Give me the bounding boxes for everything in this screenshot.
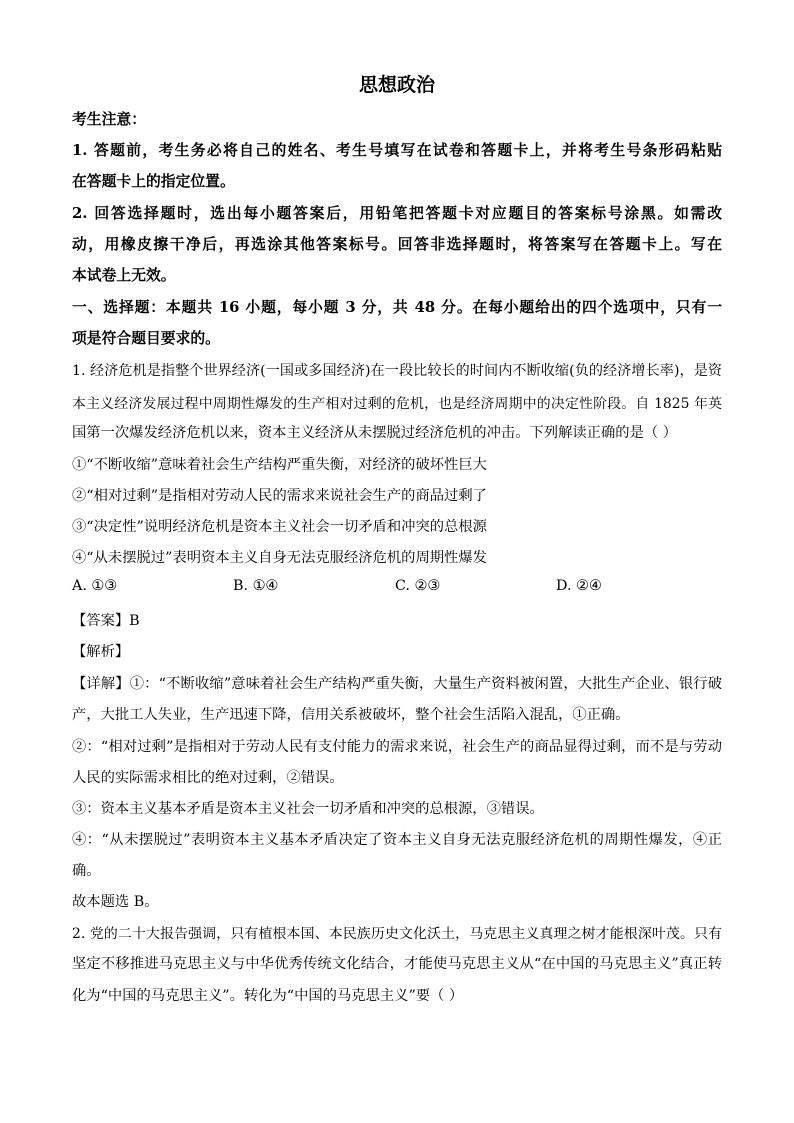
q1-detail-line-4: 人民的实际需求相比的绝对过剩，②错误。: [72, 770, 344, 786]
q1-detail-line-7: 确。: [72, 863, 101, 879]
notice-item-2-line-3: 本试卷上无效。: [72, 267, 176, 284]
q1-detail-line-6: ④：“从未摆脱过”表明资本主义基本矛盾决定了资本主义自身无法克服经济危机的周期性爆发，④正: [72, 832, 722, 848]
q2-stem-line-2: 坚定不移推进马克思主义与中华优秀传统文化结合，才能使马克思主义从“在中国的马克思主义”真正转: [72, 956, 722, 972]
q2-stem-line-3: 化为“中国的马克思主义”。转化为“中国的马克思主义”要（ ）: [72, 988, 464, 1004]
q1-statement-3: ③“决定性”说明经济危机是资本主义社会一切矛盾和冲突的总根源: [72, 519, 487, 535]
section-heading-line-1: 一、选择题：本题共 16 小题，每小题 3 分，共 48 分。在每小题给出的四个选项中，只有一: [72, 299, 722, 316]
page-title: 思想政治: [358, 74, 435, 96]
q2-stem-line-1: 2. 党的二十大报告强调，只有植根本国、本民族历史文化沃土，马克思主义真理之树才能根深叶茂。只有: [72, 926, 722, 942]
notice-item-2-line-2: 动，用橡皮擦干净后，再选涂其他答案标号。回答非选择题时，将答案写在答题卡上。写在: [72, 236, 722, 253]
section-heading-line-2: 项是符合题目要求的。: [72, 330, 220, 347]
q1-statement-1: ①“不断收缩”意味着社会生产结构严重失衡，对经济的破坏性巨大: [72, 457, 487, 473]
notice-item-2-line-1: 2. 回答选择题时，选出每小题答案后，用铅笔把答题卡对应题目的答案标号涂黑。如需改: [72, 205, 722, 222]
q1-stem-line-3: 国第一次爆发经济危机以来，资本主义经济从未摆脱过经济危机的冲击。下列解读正确的是（ ）: [72, 425, 678, 441]
q1-answer: 【答案】B: [72, 613, 140, 629]
q1-detail-line-3: ②：“相对过剩”是指相对于劳动人民有支付能力的需求来说，社会生产的商品显得过剩，而不是与劳动: [72, 739, 722, 755]
q1-detail-line-5: ③：资本主义基本矛盾是资本主义社会一切矛盾和冲突的总根源，③错误。: [72, 801, 544, 817]
q1-option-b: B. ①④: [233, 578, 279, 594]
q1-statement-4: ④“从未摆脱过”表明资本主义自身无法克服经济危机的周期性爆发: [72, 550, 487, 566]
notice-item-1-line-2: 在答题卡上的指定位置。: [72, 173, 235, 190]
q1-stem-line-2: 本主义经济发展过程中周期性爆发的生产相对过剩的危机，也是经济周期中的决定性阶段。自 1825 年英: [72, 396, 722, 412]
q1-stem-line-1: 1. 经济危机是指整个世界经济(一国或多国经济)在一段比较长的时间内不断收缩(负的经济增长率)，是资: [72, 363, 722, 379]
q1-option-c: C. ②③: [395, 578, 441, 594]
q1-option-a: A. ①③: [72, 578, 118, 594]
q1-conclusion: 故本题选 B。: [72, 894, 159, 910]
q1-analysis-label: 【解析】: [72, 644, 130, 660]
notice-heading: 考生注意：: [72, 111, 146, 128]
q1-detail-line-2: 产，大批工人失业，生产迅速下降，信用关系被破坏，整个社会生活陷入混乱，①正确。: [72, 707, 630, 723]
q1-detail-line-1: 【详解】①：“不断收缩”意味着社会生产结构严重失衡，大量生产资料被闲置，大批生产企业、银行破: [72, 676, 722, 692]
q1-option-d: D. ②④: [556, 578, 602, 594]
notice-item-1-line-1: 1. 答题前，考生务必将自己的姓名、考生号填写在试卷和答题卡上，并将考生号条形码粘贴: [72, 142, 722, 159]
q1-options: [72, 578, 722, 600]
q1-statement-2: ②“相对过剩”是指相对劳动人民的需求来说社会生产的商品过剩了: [72, 488, 487, 504]
